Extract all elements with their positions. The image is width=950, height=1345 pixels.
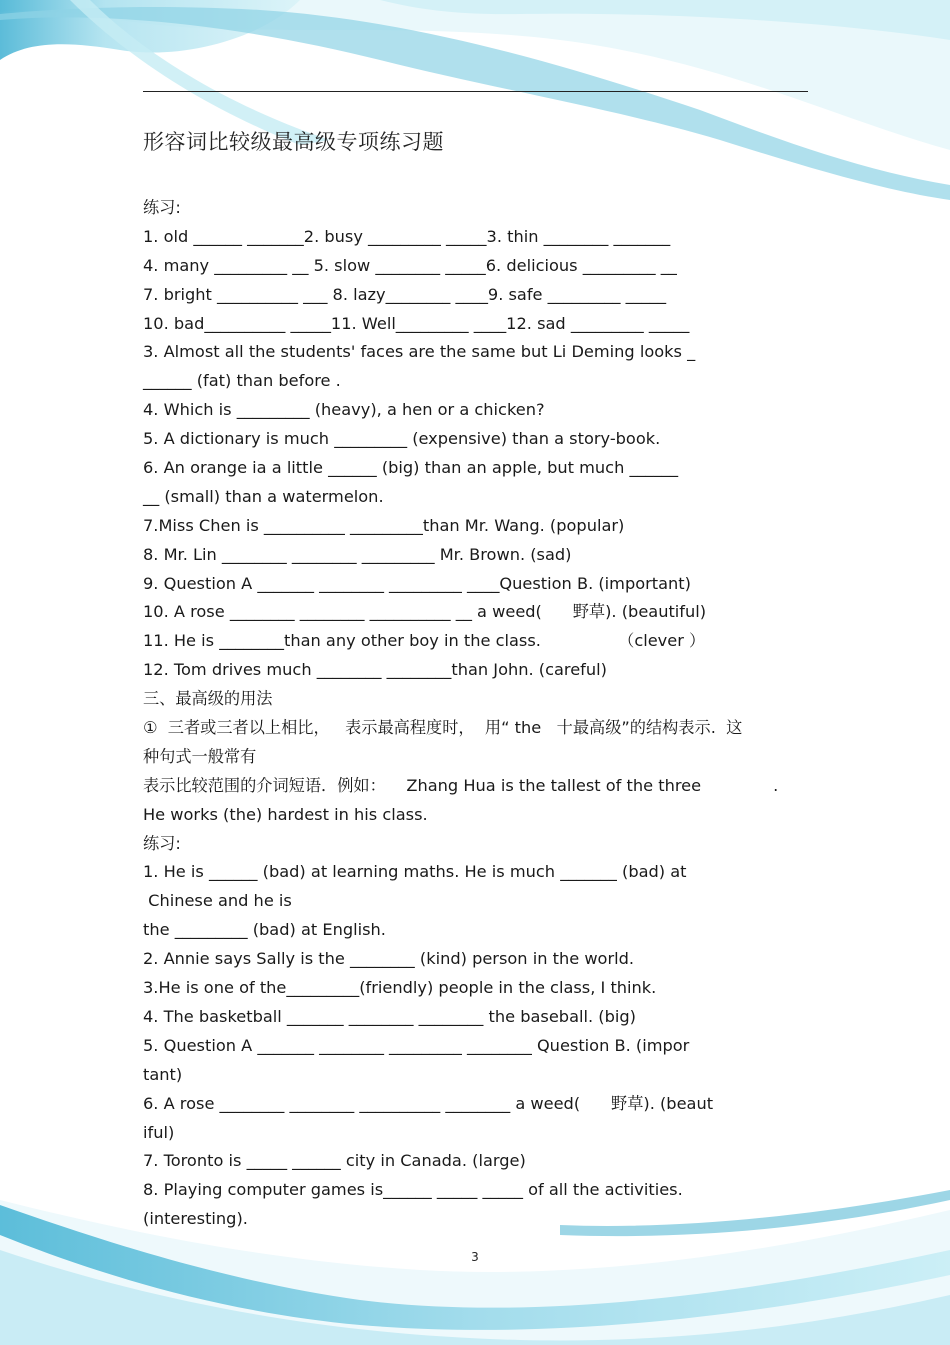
text-line: 表示比较范围的介词短语．例如： Zhang Hua is the tallest of the three . (143, 775, 779, 795)
text-line: 4. Which is _________ (heavy), a hen or a chicken? (143, 400, 545, 420)
text-line: the _________ (bad) at English. (143, 920, 386, 940)
text-line: 5. A dictionary is much _________ (expensive) than a story-book. (143, 429, 661, 449)
section-heading: 三、最高级的用法 (143, 689, 273, 709)
text-line: 2. Annie says Sally is the ________ (kind) person in the world. (143, 949, 635, 969)
text-line: 5. Question A _______ ________ _________ ________ Question B. (impor (143, 1035, 690, 1055)
text-line: 练习: (143, 198, 181, 217)
text-line: 4. The basketball _______ ________ ________ the baseball. (big) (143, 1006, 636, 1026)
text-line: ① 三者或三者以上相比， 表示最高程度时， 用“ the 十最高级”的结构表示. 这 (143, 718, 743, 738)
page-title: 形容词比较级最高级专项练习题 (143, 130, 444, 154)
text-line: 8. Mr. Lin ________ ________ _________ Mr. Brown. (sad) (143, 544, 572, 564)
page-number: 3 (471, 1250, 479, 1264)
text-line: 6. A rose ________ ________ __________ ________ a weed( 野草). (beaut (143, 1093, 714, 1113)
text-line: 9. Question A _______ ________ _________ ____Question B. (important) (143, 573, 691, 593)
text-line: 11. He is ________than any other boy in the class. （clever ） (143, 631, 706, 651)
text-line: 练习: (143, 833, 181, 853)
text-line: __ (small) than a watermelon. (143, 486, 384, 506)
text-line: 8. Playing computer games is______ _____ _____ of all the activities. (143, 1180, 683, 1200)
text-line: 1. old ______ _______2. busy _________ _____3. thin ________ _______ (143, 226, 671, 246)
text-line: ______ (fat) than before . (143, 371, 341, 391)
text-line: 3. Almost all the students' faces are the same but Li Deming looks _ (143, 342, 696, 362)
text-line: 10. A rose ________ ________ __________ __ a weed( 野草). (beautiful) (143, 602, 707, 622)
text-line: 12. Tom drives much ________ ________than John. (careful) (143, 660, 607, 680)
header-rule (143, 91, 808, 92)
text-line: 7. bright __________ ___ 8. lazy________ ____9. safe _________ _____ (143, 284, 667, 304)
text-line: Chinese and he is (143, 891, 292, 911)
text-line: 10. bad__________ _____11. Well_________ ____12. sad _________ _____ (143, 313, 690, 333)
text-line: 3.He is one of the_________(friendly) people in the class, I think. (143, 978, 657, 998)
text-line: iful) (143, 1122, 175, 1142)
text-line: 6. An orange ia a little ______ (big) than an apple, but much ______ (143, 458, 679, 478)
text-line: 7. Toronto is _____ ______ city in Canada. (large) (143, 1151, 526, 1171)
text-line: 种句式一般常有 (143, 746, 257, 766)
text-line: tant) (143, 1064, 183, 1084)
text-line: 4. many _________ __ 5. slow ________ _____6. delicious _________ __ (143, 255, 677, 275)
text-line: 1. He is ______ (bad) at learning maths. He is much _______ (bad) at (143, 862, 687, 882)
text-line: He works (the) hardest in his class. (143, 804, 428, 824)
text-line: (interesting). (143, 1209, 248, 1229)
text-line: 7.Miss Chen is __________ _________than Mr. Wang. (popular) (143, 515, 625, 535)
exercise-body (143, 194, 808, 1234)
